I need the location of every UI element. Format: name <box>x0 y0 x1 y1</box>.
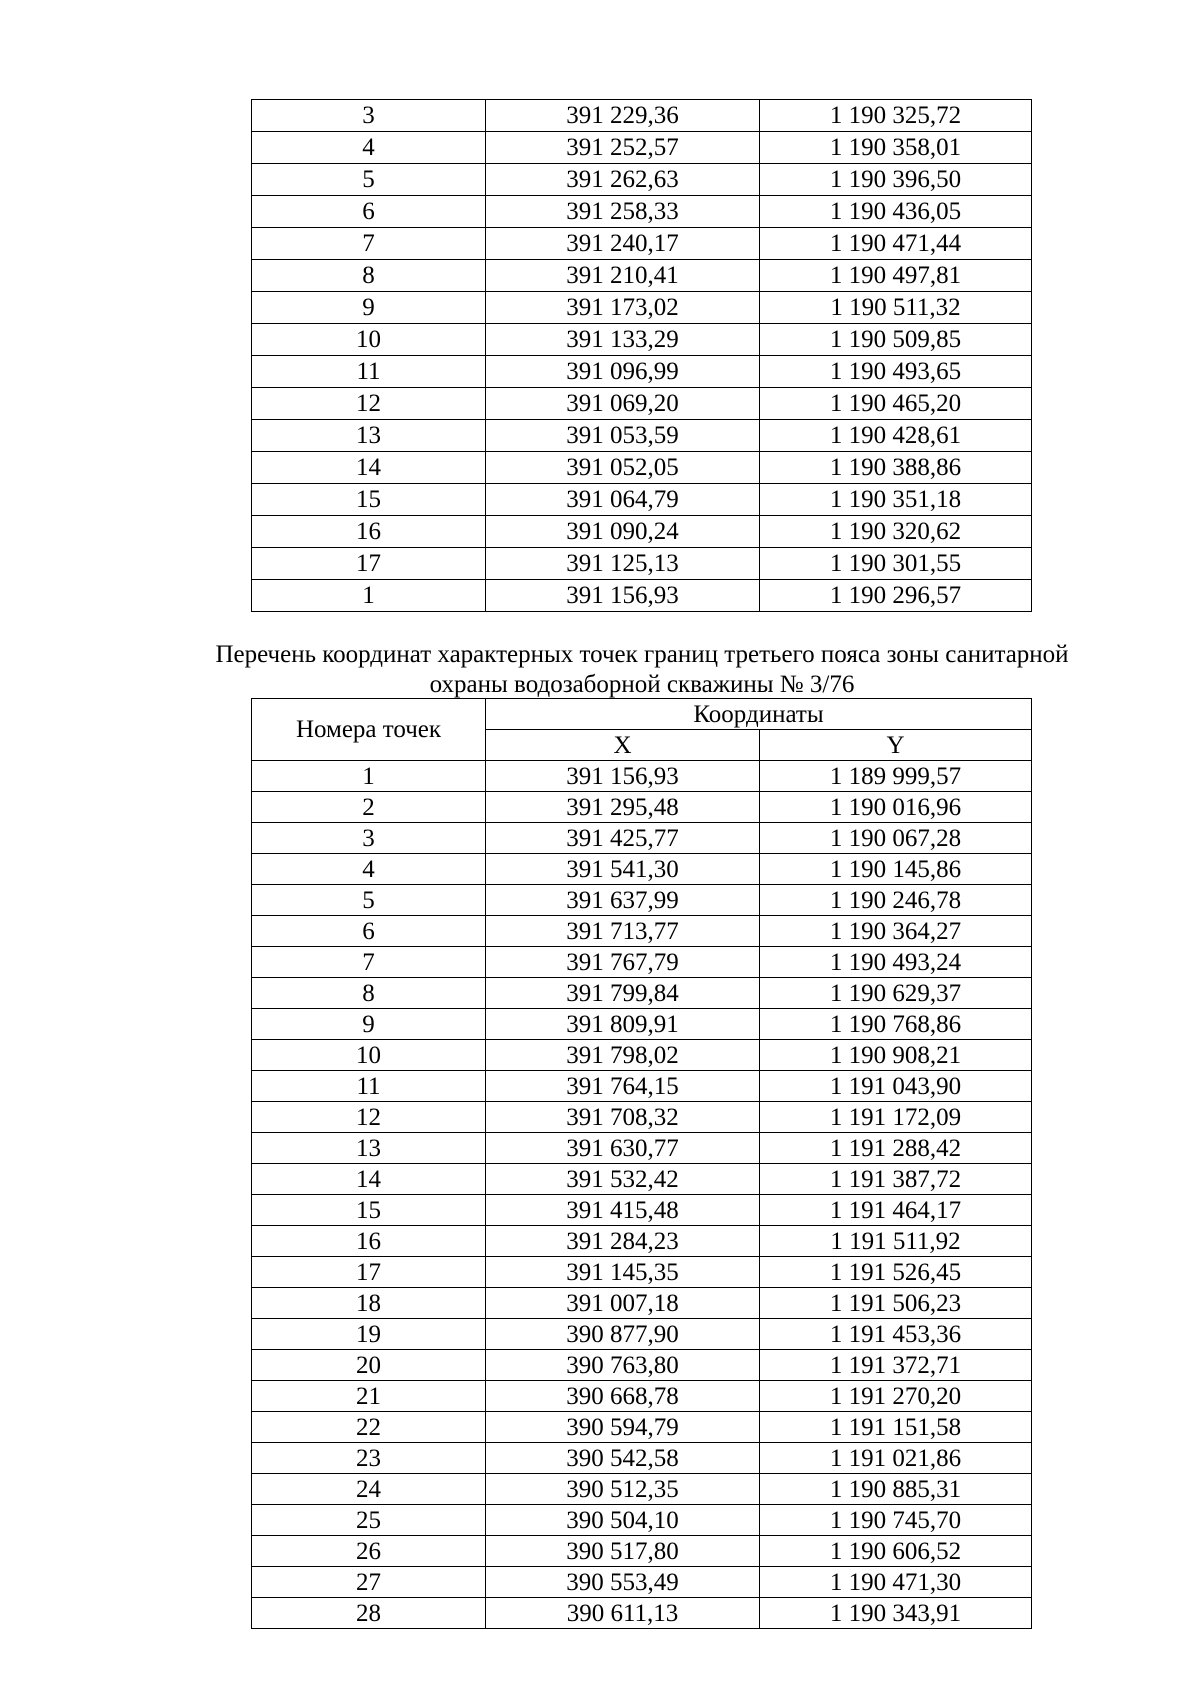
table-row <box>252 1133 1032 1164</box>
point-number-cell: 13 <box>252 1133 486 1164</box>
point-number-cell: 23 <box>252 1443 486 1474</box>
table-row <box>252 1040 1032 1071</box>
table-row <box>252 100 1032 132</box>
point-number-cell: 22 <box>252 1412 486 1443</box>
table-row <box>252 823 1032 854</box>
table-row <box>252 1226 1032 1257</box>
point-number-cell: 17 <box>252 548 486 580</box>
section-title-line-1: Перечень координат характерных точек границ третьего пояса зоны санитарной <box>215 641 1069 668</box>
y-coordinate-cell: 1 190 396,50 <box>760 164 1032 196</box>
point-number-cell: 3 <box>252 823 486 854</box>
y-coordinate-cell: 1 190 428,61 <box>760 420 1032 452</box>
x-coordinate-cell: 391 630,77 <box>486 1133 760 1164</box>
y-coordinate-cell: 1 190 436,05 <box>760 196 1032 228</box>
point-number-cell: 11 <box>252 356 486 388</box>
table-row <box>252 1412 1032 1443</box>
y-coordinate-cell: 1 190 493,24 <box>760 947 1032 978</box>
header-point-numbers: Номера точек <box>252 699 486 761</box>
table-row <box>252 792 1032 823</box>
x-coordinate-cell: 390 553,49 <box>486 1567 760 1598</box>
point-number-cell: 13 <box>252 420 486 452</box>
table-row <box>252 356 1032 388</box>
point-number-cell: 7 <box>252 228 486 260</box>
y-coordinate-cell: 1 190 497,81 <box>760 260 1032 292</box>
point-number-cell: 17 <box>252 1257 486 1288</box>
point-number-cell: 19 <box>252 1319 486 1350</box>
x-coordinate-cell: 391 798,02 <box>486 1040 760 1071</box>
table-row <box>252 420 1032 452</box>
y-coordinate-cell: 1 191 021,86 <box>760 1443 1032 1474</box>
x-coordinate-cell: 391 090,24 <box>486 516 760 548</box>
point-number-cell: 1 <box>252 580 486 612</box>
section-title-line-2: охраны водозаборной скважины № 3/76 <box>429 671 855 698</box>
point-number-cell: 4 <box>252 854 486 885</box>
y-coordinate-cell: 1 191 506,23 <box>760 1288 1032 1319</box>
y-coordinate-cell: 1 190 471,44 <box>760 228 1032 260</box>
table-row <box>252 228 1032 260</box>
y-coordinate-cell: 1 191 511,92 <box>760 1226 1032 1257</box>
x-coordinate-cell: 391 145,35 <box>486 1257 760 1288</box>
x-coordinate-cell: 391 532,42 <box>486 1164 760 1195</box>
y-coordinate-cell: 1 190 343,91 <box>760 1598 1032 1629</box>
point-number-cell: 9 <box>252 292 486 324</box>
point-number-cell: 28 <box>252 1598 486 1629</box>
x-coordinate-cell: 391 295,48 <box>486 792 760 823</box>
y-coordinate-cell: 1 190 471,30 <box>760 1567 1032 1598</box>
x-coordinate-cell: 391 069,20 <box>486 388 760 420</box>
section-title <box>160 640 1124 700</box>
y-coordinate-cell: 1 191 464,17 <box>760 1195 1032 1226</box>
point-number-cell: 24 <box>252 1474 486 1505</box>
point-number-cell: 16 <box>252 1226 486 1257</box>
x-coordinate-cell: 391 284,23 <box>486 1226 760 1257</box>
x-coordinate-cell: 391 764,15 <box>486 1071 760 1102</box>
y-coordinate-cell: 1 190 388,86 <box>760 452 1032 484</box>
y-coordinate-cell: 1 191 043,90 <box>760 1071 1032 1102</box>
x-coordinate-cell: 391 052,05 <box>486 452 760 484</box>
point-number-cell: 5 <box>252 164 486 196</box>
y-coordinate-cell: 1 190 351,18 <box>760 484 1032 516</box>
table-row <box>252 1071 1032 1102</box>
table-row <box>252 1319 1032 1350</box>
table-row <box>252 1009 1032 1040</box>
table-row <box>252 548 1032 580</box>
point-number-cell: 27 <box>252 1567 486 1598</box>
point-number-cell: 14 <box>252 452 486 484</box>
y-coordinate-cell: 1 191 526,45 <box>760 1257 1032 1288</box>
x-coordinate-cell: 391 767,79 <box>486 947 760 978</box>
y-coordinate-cell: 1 191 288,42 <box>760 1133 1032 1164</box>
table-row <box>252 164 1032 196</box>
point-number-cell: 20 <box>252 1350 486 1381</box>
table-row <box>252 1288 1032 1319</box>
x-coordinate-cell: 391 240,17 <box>486 228 760 260</box>
y-coordinate-cell: 1 190 296,57 <box>760 580 1032 612</box>
table-row <box>252 1381 1032 1412</box>
table-row <box>252 132 1032 164</box>
y-coordinate-cell: 1 190 511,32 <box>760 292 1032 324</box>
x-coordinate-cell: 390 594,79 <box>486 1412 760 1443</box>
table-row <box>252 484 1032 516</box>
point-number-cell: 16 <box>252 516 486 548</box>
x-coordinate-cell: 391 053,59 <box>486 420 760 452</box>
point-number-cell: 15 <box>252 484 486 516</box>
y-coordinate-cell: 1 191 387,72 <box>760 1164 1032 1195</box>
table-row <box>252 580 1032 612</box>
point-number-cell: 12 <box>252 1102 486 1133</box>
table-row <box>252 1443 1032 1474</box>
table-row <box>252 1257 1032 1288</box>
point-number-cell: 14 <box>252 1164 486 1195</box>
y-coordinate-cell: 1 190 301,55 <box>760 548 1032 580</box>
x-coordinate-cell: 391 133,29 <box>486 324 760 356</box>
table-body <box>252 761 1032 1629</box>
y-coordinate-cell: 1 190 606,52 <box>760 1536 1032 1567</box>
y-coordinate-cell: 1 190 320,62 <box>760 516 1032 548</box>
x-coordinate-cell: 391 156,93 <box>486 761 760 792</box>
x-coordinate-cell: 391 415,48 <box>486 1195 760 1226</box>
x-coordinate-cell: 391 258,33 <box>486 196 760 228</box>
y-coordinate-cell: 1 191 151,58 <box>760 1412 1032 1443</box>
table-row <box>252 1350 1032 1381</box>
header-x: X <box>486 730 760 761</box>
x-coordinate-cell: 391 708,32 <box>486 1102 760 1133</box>
point-number-cell: 11 <box>252 1071 486 1102</box>
x-coordinate-cell: 390 504,10 <box>486 1505 760 1536</box>
x-coordinate-cell: 391 541,30 <box>486 854 760 885</box>
point-number-cell: 18 <box>252 1288 486 1319</box>
x-coordinate-cell: 391 713,77 <box>486 916 760 947</box>
table-row <box>252 761 1032 792</box>
x-coordinate-cell: 390 668,78 <box>486 1381 760 1412</box>
coordinates-table-continued <box>251 99 1032 612</box>
x-coordinate-cell: 390 877,90 <box>486 1319 760 1350</box>
y-coordinate-cell: 1 190 325,72 <box>760 100 1032 132</box>
table-row <box>252 1474 1032 1505</box>
y-coordinate-cell: 1 190 509,85 <box>760 324 1032 356</box>
y-coordinate-cell: 1 190 465,20 <box>760 388 1032 420</box>
point-number-cell: 26 <box>252 1536 486 1567</box>
x-coordinate-cell: 391 252,57 <box>486 132 760 164</box>
y-coordinate-cell: 1 190 908,21 <box>760 1040 1032 1071</box>
table-row <box>252 1195 1032 1226</box>
table-row <box>252 196 1032 228</box>
x-coordinate-cell: 391 262,63 <box>486 164 760 196</box>
x-coordinate-cell: 391 096,99 <box>486 356 760 388</box>
y-coordinate-cell: 1 190 768,86 <box>760 1009 1032 1040</box>
point-number-cell: 8 <box>252 978 486 1009</box>
table-row <box>252 452 1032 484</box>
x-coordinate-cell: 391 637,99 <box>486 885 760 916</box>
point-number-cell: 15 <box>252 1195 486 1226</box>
x-coordinate-cell: 390 517,80 <box>486 1536 760 1567</box>
point-number-cell: 4 <box>252 132 486 164</box>
y-coordinate-cell: 1 190 885,31 <box>760 1474 1032 1505</box>
point-number-cell: 2 <box>252 792 486 823</box>
table-row <box>252 292 1032 324</box>
table-row <box>252 516 1032 548</box>
point-number-cell: 9 <box>252 1009 486 1040</box>
point-number-cell: 5 <box>252 885 486 916</box>
table-row <box>252 324 1032 356</box>
point-number-cell: 6 <box>252 196 486 228</box>
x-coordinate-cell: 391 809,91 <box>486 1009 760 1040</box>
point-number-cell: 12 <box>252 388 486 420</box>
point-number-cell: 6 <box>252 916 486 947</box>
coordinates-table-third-belt <box>251 698 1032 1629</box>
x-coordinate-cell: 391 173,02 <box>486 292 760 324</box>
y-coordinate-cell: 1 190 745,70 <box>760 1505 1032 1536</box>
table-body <box>252 100 1032 612</box>
table-row <box>252 260 1032 292</box>
table-row <box>252 1536 1032 1567</box>
y-coordinate-cell: 1 190 246,78 <box>760 885 1032 916</box>
y-coordinate-cell: 1 189 999,57 <box>760 761 1032 792</box>
x-coordinate-cell: 390 512,35 <box>486 1474 760 1505</box>
point-number-cell: 3 <box>252 100 486 132</box>
table-row <box>252 1567 1032 1598</box>
x-coordinate-cell: 391 799,84 <box>486 978 760 1009</box>
y-coordinate-cell: 1 190 016,96 <box>760 792 1032 823</box>
table-row <box>252 1102 1032 1133</box>
y-coordinate-cell: 1 190 629,37 <box>760 978 1032 1009</box>
x-coordinate-cell: 391 425,77 <box>486 823 760 854</box>
table-row <box>252 916 1032 947</box>
point-number-cell: 8 <box>252 260 486 292</box>
y-coordinate-cell: 1 190 358,01 <box>760 132 1032 164</box>
x-coordinate-cell: 391 064,79 <box>486 484 760 516</box>
x-coordinate-cell: 390 763,80 <box>486 1350 760 1381</box>
table-row <box>252 947 1032 978</box>
y-coordinate-cell: 1 190 364,27 <box>760 916 1032 947</box>
table-header <box>252 699 1032 761</box>
table-row <box>252 885 1032 916</box>
table-row <box>252 1598 1032 1629</box>
point-number-cell: 10 <box>252 1040 486 1071</box>
table-row <box>252 1505 1032 1536</box>
y-coordinate-cell: 1 191 270,20 <box>760 1381 1032 1412</box>
y-coordinate-cell: 1 191 372,71 <box>760 1350 1032 1381</box>
point-number-cell: 25 <box>252 1505 486 1536</box>
point-number-cell: 21 <box>252 1381 486 1412</box>
x-coordinate-cell: 390 542,58 <box>486 1443 760 1474</box>
y-coordinate-cell: 1 191 172,09 <box>760 1102 1032 1133</box>
x-coordinate-cell: 391 007,18 <box>486 1288 760 1319</box>
y-coordinate-cell: 1 190 067,28 <box>760 823 1032 854</box>
point-number-cell: 10 <box>252 324 486 356</box>
point-number-cell: 1 <box>252 761 486 792</box>
x-coordinate-cell: 391 156,93 <box>486 580 760 612</box>
header-y: Y <box>760 730 1032 761</box>
y-coordinate-cell: 1 191 453,36 <box>760 1319 1032 1350</box>
x-coordinate-cell: 390 611,13 <box>486 1598 760 1629</box>
x-coordinate-cell: 391 210,41 <box>486 260 760 292</box>
point-number-cell: 7 <box>252 947 486 978</box>
header-coordinates: Координаты <box>486 699 1032 730</box>
x-coordinate-cell: 391 125,13 <box>486 548 760 580</box>
table-row <box>252 1164 1032 1195</box>
table-row <box>252 854 1032 885</box>
x-coordinate-cell: 391 229,36 <box>486 100 760 132</box>
y-coordinate-cell: 1 190 493,65 <box>760 356 1032 388</box>
table-row <box>252 388 1032 420</box>
y-coordinate-cell: 1 190 145,86 <box>760 854 1032 885</box>
table-row <box>252 978 1032 1009</box>
